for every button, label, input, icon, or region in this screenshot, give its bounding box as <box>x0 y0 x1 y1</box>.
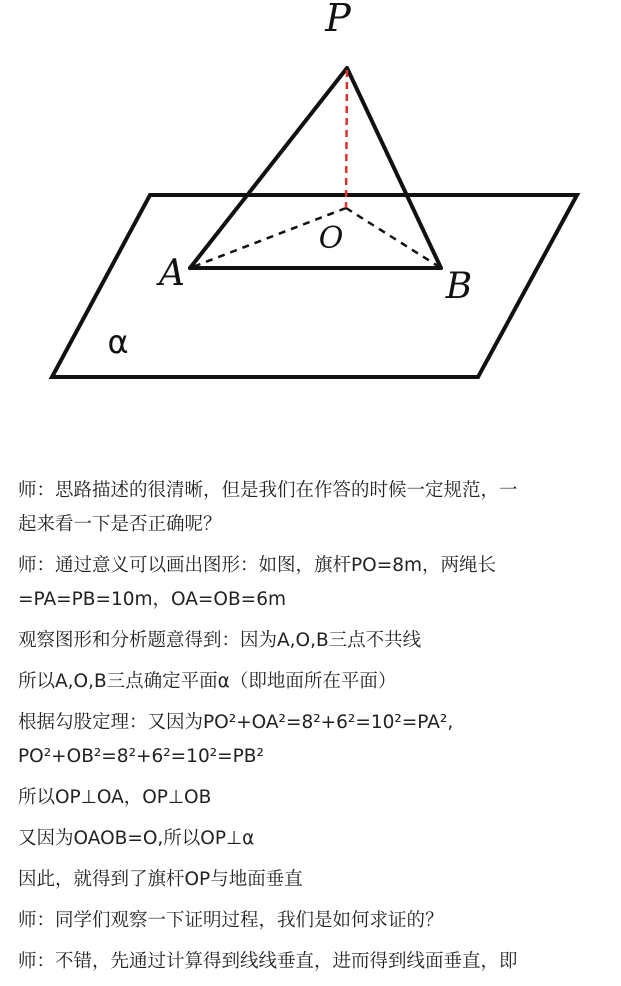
paragraph-line: 师：思路描述的很清晰，但是我们在作答的时候一定规范，一 <box>18 480 518 501</box>
paragraph <box>18 706 608 774</box>
paragraph <box>18 822 608 856</box>
plane-alpha <box>52 195 577 377</box>
label-P: P <box>325 0 351 40</box>
paragraph-line: 所以OP⊥OA，OP⊥OB <box>18 787 212 808</box>
paragraph-line: =PA=PB=10m，OA=OB=6m <box>18 589 286 610</box>
paragraph-line: PO²+OB²=8²+6²=10²=PB² <box>18 746 264 767</box>
paragraph <box>18 474 608 542</box>
paragraph <box>18 904 608 938</box>
label-O: O <box>318 221 344 256</box>
pyramid-plane-figure <box>0 0 621 440</box>
paragraph-line: 师：通过意义可以画出图形：如图，旗杆PO=8m，两绳长 <box>18 555 497 576</box>
paragraph-line: 所以A,O,B三点确定平面α（即地面所在平面） <box>18 671 397 692</box>
paragraph-line: 又因为OAOB=O,所以OP⊥α <box>18 828 255 849</box>
label-A: A <box>159 253 185 294</box>
paragraph-line: 师：不错，先通过计算得到线线垂直，进而得到线面垂直，即 <box>18 951 518 972</box>
paragraph-line: 师：同学们观察一下证明过程，我们是如何求证的？ <box>18 910 444 931</box>
paragraph <box>18 549 608 617</box>
paragraph-line: 观察图形和分析题意得到：因为A,O,B三点不共线 <box>18 630 422 651</box>
paragraph-line: 因此，就得到了旗杆OP与地面垂直 <box>18 869 303 890</box>
paragraph <box>18 945 608 979</box>
label-plane-alpha: α <box>107 323 129 361</box>
paragraph <box>18 624 608 658</box>
paragraph-line: 根据勾股定理：又因为PO²+OA²=8²+6²=10²=PA², <box>18 712 454 733</box>
paragraph <box>18 665 608 699</box>
label-B: B <box>445 266 473 307</box>
paragraph <box>18 781 608 815</box>
proof-text <box>18 474 608 986</box>
paragraph <box>18 863 608 897</box>
height-PO <box>346 70 347 208</box>
paragraph-line: 起来看一下是否正确呢？ <box>18 514 222 535</box>
